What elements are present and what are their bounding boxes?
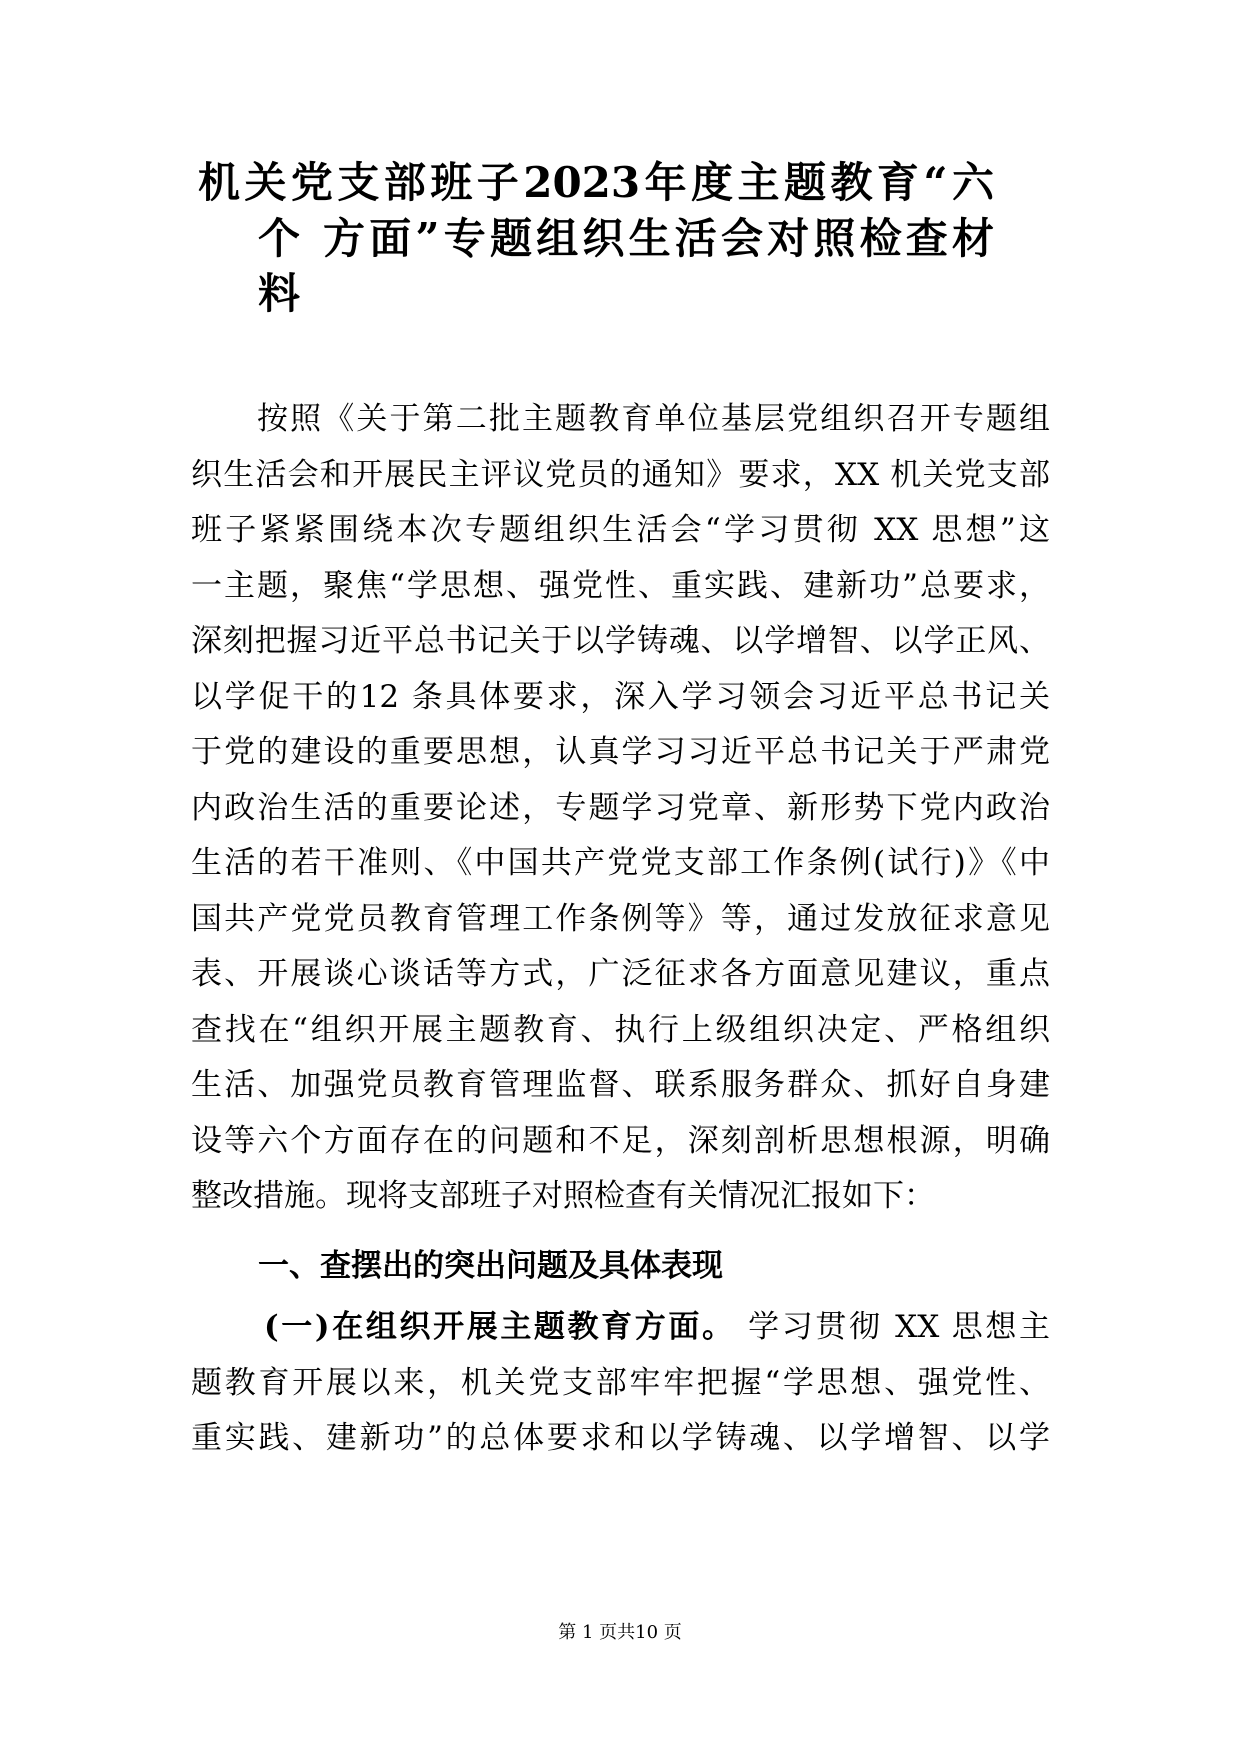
paragraph-line: 整改措施。现将支部班子对照检查有关情况汇报如下： — [191, 1178, 935, 1214]
subsection-heading: (一)在组织开展主题教育方面。 — [264, 1309, 736, 1345]
paragraph-line: 以学促干的12 条具体要求，深入学习领会习近平总书记关 — [191, 678, 1050, 715]
paragraph-line: 按照《关于第二批主题教育单位基层党组织召开专题组 — [257, 401, 1050, 437]
page-footer: 第 1 页共10 页 — [558, 1622, 682, 1643]
paragraph-line: 织生活会和开展民主评议党员的通知》要求，XX 机关党支部 — [191, 456, 1050, 493]
section-heading: 一、查摆出的突出问题及具体表现 — [258, 1248, 723, 1284]
paragraph-line: 重实践、建新功”的总体要求和以学铸魂、以学增智、以学 — [191, 1420, 1050, 1456]
document-title — [198, 155, 994, 322]
paragraph-line: 表、开展谈心谈话等方式，广泛征求各方面意见建议，重点 — [191, 956, 1050, 992]
title-line: 个 方面”专题组织生活会对照检查材 — [258, 213, 994, 263]
intro-paragraph — [191, 392, 1050, 1225]
paragraph-line: 查找在“组织开展主题教育、执行上级组织决定、严格组织 — [191, 1011, 1050, 1048]
paragraph-line: 设等六个方面存在的问题和不足，深刻剖析思想根源，明确 — [191, 1122, 1050, 1159]
paragraph-line: 班子紧紧围绕本次专题组织生活会“学习贯彻 XX 思想”这 — [191, 512, 1050, 548]
paragraph-line: 生活的若干准则、《中国共产党党支部工作条例(试行)》《中 — [191, 845, 1050, 881]
title-line: 机关党支部班子2023年度主题教育“六 — [198, 158, 994, 207]
subsection-paragraph — [191, 1300, 1050, 1467]
paragraph-line: 生活、加强党员教育管理监督、联系服务群众、抓好自身建 — [191, 1067, 1050, 1103]
paragraph-line: 深刻把握习近平总书记关于以学铸魂、以学增智、以学正风、 — [191, 623, 1050, 659]
paragraph-line: 内政治生活的重要论述，专题学习党章、新形势下党内政治 — [191, 789, 1050, 826]
paragraph-line — [191, 1300, 1050, 1356]
subsection-text: 学习贯彻 XX 思想主 — [748, 1309, 1050, 1345]
paragraph-line: 于党的建设的重要思想，认真学习习近平总书记关于严肃党 — [191, 734, 1050, 770]
paragraph-line: 一主题，聚焦“学思想、强党性、重实践、建新功”总要求， — [191, 567, 1050, 604]
paragraph-line: 国共产党党员教育管理工作条例等》等，通过发放征求意见 — [191, 900, 1050, 937]
paragraph-line: 题教育开展以来，机关党支部牢牢把握“学思想、强党性、 — [191, 1364, 1050, 1401]
title-line: 料 — [258, 269, 301, 318]
